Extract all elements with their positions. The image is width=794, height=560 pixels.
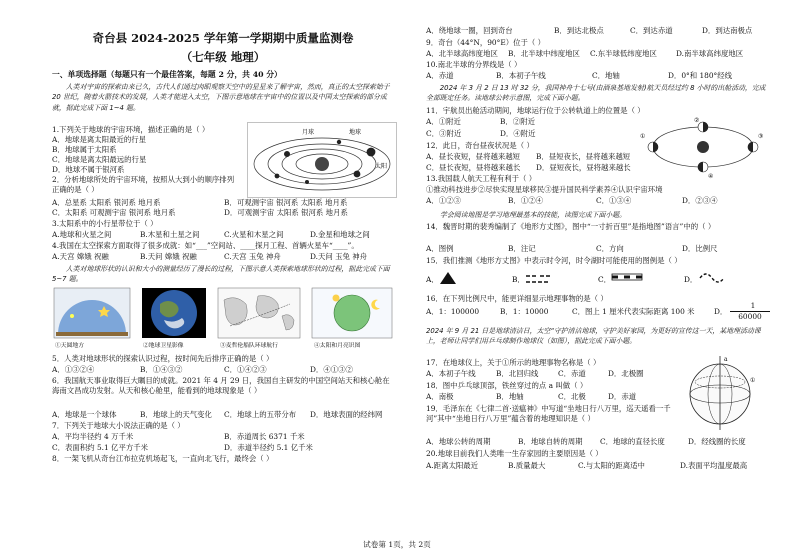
question-7: 7．下列关于地球大小说法正确的是（ ） — [52, 421, 185, 430]
ping-pong-globe-figure — [674, 352, 766, 432]
orbit-label: 月球 — [302, 129, 315, 136]
ground — [56, 332, 128, 336]
page-footer: 试卷第 1页，共 2页 — [363, 540, 431, 549]
question-12: 12．此日，奇台昼夜状况是（ ） — [426, 141, 534, 150]
q20-option-c: C.与太阳的距离适中 — [578, 461, 645, 470]
q2-option-d: D．可观测宇宙 太阳系 银河系 地月系 — [224, 208, 348, 217]
earth-shape-figure — [52, 286, 394, 350]
q5-option-c: C．①④②③ — [224, 365, 267, 374]
svg-text:②: ② — [694, 117, 700, 124]
question-16: 16．在下列比例尺中，能更详细显示地理事物的是（ ） — [426, 294, 608, 303]
q6-option-a: A．地球是一个球体 — [52, 410, 117, 419]
q17-option-d: D．北极圈 — [608, 369, 644, 378]
q8-option-a: A．绕地球一圈，回到奇台 — [426, 26, 513, 35]
svg-text:①: ① — [640, 133, 646, 140]
planet-mark — [305, 180, 309, 184]
planet-mark — [275, 174, 280, 179]
planet-mark — [354, 171, 361, 178]
q8-option-c: C．到达赤道 — [630, 26, 673, 35]
q9-option-a: A．北半球高纬度地区 — [426, 49, 498, 58]
question-20: 20.地球目前我们人类唯一生存家园的主要原因是（ ） — [426, 449, 603, 458]
svg-text:B．: B． — [512, 275, 525, 284]
exam-subtitle: （七年级 地理） — [180, 50, 266, 64]
question-1: 1.下列关于地球的宇宙环境，描述正确的是（ ） — [52, 125, 210, 134]
q13-option-b: B．①②④ — [508, 196, 543, 205]
svg-text:a: a — [724, 356, 728, 363]
svg-text:C．: C． — [598, 275, 612, 284]
q7-option-b: B．赤道周长 6371 千米 — [224, 432, 305, 441]
q8-option-d: D．到达南极点 — [702, 26, 753, 35]
q19-option-b: B．地球自转的周期 — [518, 437, 583, 446]
q18-option-a: A．南极 — [426, 392, 454, 401]
planet-mark — [337, 140, 341, 144]
q15-legend-options — [426, 268, 768, 290]
sun-icon — [70, 314, 74, 318]
question-2: 2．分析地球所处的宇宙环境，按照从大到小的顺序排列正确的是（ ） — [52, 175, 235, 195]
q18-option-d: D．赤道 — [608, 392, 637, 401]
q14-option-b: B．注记 — [508, 244, 536, 253]
planet-mark — [284, 151, 290, 157]
q12-option-c: C．昼长夜短，昼将越来越长 — [426, 163, 521, 172]
planet-mark — [367, 148, 376, 157]
q6-option-c: C．地球上的五带分布 — [224, 410, 297, 419]
q20-option-a: A.距离太阳最近 — [426, 461, 479, 470]
question-14: 14．魏晋时期的裴秀编制了《地形方丈图》，图中“一寸折百里”是指地图”语言”中的（ ） — [426, 222, 716, 231]
q16-option-a: A．1：100000 — [426, 307, 480, 316]
q11-option-d: D．④附近 — [500, 129, 536, 138]
figure-caption: ①天圆地方 — [55, 343, 84, 349]
q20-option-d: D.表面平均温度最高 — [680, 461, 748, 470]
q12-option-b: B．昼短夜长，昼将越来越短 — [536, 152, 631, 161]
q12-option-a: A．昼长夜短，昼将越来越短 — [426, 152, 521, 161]
q13-option-a: A．①②③ — [426, 196, 461, 205]
q16-option-b: B．1：10000 — [500, 307, 549, 316]
q10-option-d: D．0°和 180°经线 — [668, 71, 733, 80]
svg-text:④: ④ — [708, 173, 714, 180]
question-11: 11．宇航员出舱活动期间，地球运行位于公转轨道上的位置是（ ） — [426, 106, 645, 115]
q16-option-d-numerator: 1 — [750, 301, 756, 310]
question-4: 4.我国在太空探索方面取得了很多成就：如“___”空间站、____探月工程、首辆火星车“____”。 — [52, 241, 359, 250]
q18-option-c: C．北极 — [558, 392, 586, 401]
q5-option-a: A．①③②④ — [52, 365, 95, 374]
q16-option-d-denominator: 60000 — [738, 312, 762, 321]
q1-option-c: C．地球是离太阳最远的行星 — [52, 155, 147, 164]
q14-option-a: A．图例 — [426, 244, 454, 253]
svg-text:D．: D． — [684, 275, 698, 284]
q17-option-a: A．本初子午线 — [426, 369, 476, 378]
sun-icon — [333, 295, 340, 302]
q19-option-a: A．地球公转的周期 — [426, 437, 491, 446]
q3-option-a: A.地球和火星之间 — [52, 230, 112, 239]
mountain-symbol-icon — [440, 272, 456, 284]
dashed-line-symbol-icon — [526, 276, 550, 282]
q5-option-d: D．④①③② — [310, 365, 353, 374]
q8-option-b: B．到达北极点 — [554, 26, 604, 35]
question-5: 5．人类对地球形状的探索认识过程，按时间先后排序正确的是（ ） — [52, 354, 274, 363]
seasonal-river-symbol-icon — [700, 274, 724, 282]
question-17: 17．在地球仪上，关于①所示的地理事物名称是（ ） — [426, 358, 601, 367]
q2-option-b: B．可观测宇宙 银河系 太阳系 地月系 — [224, 198, 348, 207]
q18-option-b: B．地轴 — [496, 392, 524, 401]
q6-option-b: B．地球上的天气变化 — [140, 410, 212, 419]
q9-option-b: B．北半球中纬度地区 — [508, 49, 580, 58]
q11-option-a: A．①附近 — [426, 117, 461, 126]
q16-option-d-prefix: D． — [714, 307, 728, 316]
q11-option-c: C．③附近 — [426, 129, 462, 138]
intro-3: 2024 年 3 月 2 日 13 时 32 分，我国神舟十七号(由酒泉基地发射)航天员经过约 8 小时的出舱活动，完成全部既定任务。读地球公转示意图，完成下面小题。 — [426, 84, 766, 103]
q10-option-c: C．地轴 — [592, 71, 620, 80]
orbit-label: 地球 — [349, 129, 362, 136]
q20-option-b: B.质量最大 — [508, 461, 546, 470]
question-19: 19．毛泽东在《七律二首·送瘟神》中写道“坐地日行八万里，巡天遥看一千河”其中“坐地日行八万里”蕴含着的地理知识是（ ） — [426, 404, 671, 424]
question-6: 6．我国航天事业取得巨大瞩目的成就。2021 年 4 月 29 日，我国自主研发的中国空间站天和核心舱在海南文昌成功发射。从天和核心舱里，能看到的地球现象是（ ） — [52, 376, 390, 396]
question-15: 15．我们推测《地形方丈图》中表示时令河，时令湖时可能使用的图例是（ ） — [426, 256, 682, 265]
q7-option-c: C．表面积约 5.1 亿平方千米 — [52, 443, 149, 452]
q17-option-b: B．北回归线 — [496, 369, 539, 378]
q1-option-a: A．地球是离太阳最近的行星 — [52, 135, 147, 144]
q12-option-d: D．昼短夜长，昼将越来越长 — [536, 163, 631, 172]
question-9: 9．奇台（44°N，90°E）位于（ ） — [426, 38, 546, 47]
section-heading: 一、单项选择题（每题只有一个最佳答案，每题 2 分，共 40 分） — [52, 70, 282, 79]
figure-caption: ③麦哲伦船队环球航行 — [220, 343, 278, 349]
question-3: 3.太阳系中的小行星带位于（ ） — [52, 219, 158, 228]
question-10: 10.南北半球的分界线是（ ） — [426, 60, 522, 69]
intro-2: 人类对地球形状的认识和大小的测量经历了漫长的过程，下图示意人类探索地球形状的过程，据此完成下面 5~7 题。 — [52, 265, 390, 284]
q2-option-a: A．总星系 太阳系 银河系 地月系 — [52, 198, 161, 207]
intro-5: 2024 年 9 月 21 日是地球清洁日，太空“守护清洁地球，守护美好家园，为更好的宣传这一天，某地理活动课上，老师让同学们用乒乓球制作地球仪（如图），据此完成下面小题。 — [426, 327, 761, 346]
sun-mark — [315, 157, 329, 171]
figure-caption: ②地球卫星影像 — [143, 343, 184, 349]
svg-text:①: ① — [750, 377, 756, 384]
q9-option-c: C.东半球低纬度地区 — [590, 49, 657, 58]
q11-option-b: B．②附近 — [500, 117, 535, 126]
q6-option-d: D．地球表面的经纬网 — [310, 410, 383, 419]
earth-revolution-figure — [638, 114, 768, 180]
q7-option-a: A．平均半径约 4 万千米 — [52, 432, 134, 441]
q14-option-d: D．比例尺 — [682, 244, 718, 253]
q4-option-c: C.天宫 玉兔 神舟 — [224, 252, 281, 261]
q5-option-b: B．①④③② — [140, 365, 183, 374]
q3-option-b: B.木星和土星之间 — [140, 230, 200, 239]
q7-option-d: D．赤道半径约 5.1 亿千米 — [224, 443, 313, 452]
q3-option-c: C.火星和木星之间 — [224, 230, 284, 239]
q13-option-c: C．①③④ — [596, 196, 632, 205]
q1-option-b: B．地球属于太阳系 — [52, 145, 117, 154]
exam-title: 奇台县 2024-2025 学年第一学期期中质量监测卷 — [92, 31, 354, 45]
q17-option-c: C．赤道 — [558, 369, 586, 378]
q9-option-d: D.南半球高纬度地区 — [676, 49, 744, 58]
q10-option-a: A．赤道 — [426, 71, 454, 80]
figure-caption: ④太阳和月亮识图 — [314, 343, 361, 349]
q16-option-c: C．图上 1 厘米代表实际距离 100 米 — [572, 307, 695, 316]
q13-option-d: D．②③④ — [682, 196, 718, 205]
q4-option-d: D.天问 玉兔 神舟 — [310, 252, 368, 261]
question-13: 13.我国载人航天工程有利于（ ） — [426, 174, 537, 183]
question-8: 8．一架飞机从奇台江布拉克机场起飞，一直向北飞行，最终会（ ） — [52, 454, 274, 463]
q4-option-a: A.天宫 嫦娥 祝融 — [52, 252, 109, 261]
q3-option-d: D.金星和地球之间 — [310, 230, 370, 239]
q19-option-c: C．地球的直径长度 — [600, 437, 665, 446]
svg-text:A．: A． — [426, 275, 439, 284]
sun-mark — [697, 141, 709, 153]
q4-option-b: B.天问 嫦娥 祝融 — [140, 252, 197, 261]
question-18: 18．图中乒乓球顶部，铁丝穿过的点 a 叫做（ ） — [426, 381, 588, 390]
intro-1: 人类对宇宙的探索由来已久，古代人们通过肉眼观察天空中的星星来了解宇宙，然而，真正的太空探索始于 20 世纪，随着火箭技术的发展，人类才能进入太空，下图示意地球在宇宙中的位置以及中国太空探索的部分成就，据此完成下面 1~4 题。 — [52, 83, 390, 112]
q2-option-c: C．太阳系 可观测宇宙 银河系 地月系 — [52, 208, 176, 217]
q13-statements: ①推动科技进步②尽快实现星球移民③提升国民科学素养④认识宇宙环境 — [426, 185, 663, 194]
intro-4: 学会阅读地图是学习地理最基本的技能，读图完成下面小题。 — [440, 211, 627, 219]
q1-option-d: D．地球不属于银河系 — [52, 165, 125, 174]
q19-option-d: D．经线圈的长度 — [688, 437, 746, 446]
svg-text:③: ③ — [758, 133, 764, 140]
orbit-label: 太阳 — [375, 163, 388, 170]
solar-system-figure — [247, 122, 397, 198]
q14-option-c: C．方向 — [596, 244, 624, 253]
q10-option-b: B．本初子午线 — [496, 71, 546, 80]
